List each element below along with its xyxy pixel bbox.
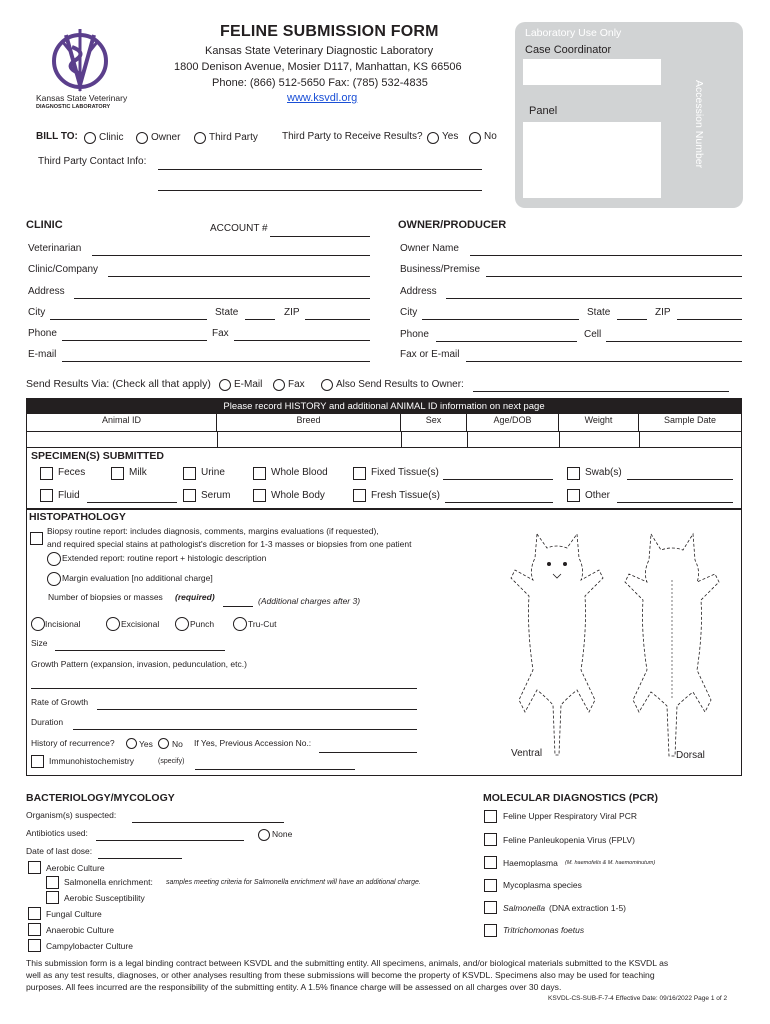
owner-name-label: Owner Name [400, 243, 459, 254]
col-weight: Weight [559, 414, 639, 431]
send-owner-radio[interactable] [321, 379, 333, 391]
urine-checkbox[interactable] [183, 467, 196, 480]
send-owner-label: Also Send Results to Owner: [336, 379, 464, 390]
third-party-no-label: No [484, 131, 497, 142]
bacteriology-header: BACTERIOLOGY/MYCOLOGY [26, 792, 175, 804]
lab-address: 1800 Denison Avenue, Mosier D117, Manhattan, KS 66506 [174, 61, 462, 73]
bill-to-label: BILL TO: [36, 131, 78, 142]
owner-fax-email-field[interactable] [466, 361, 742, 362]
bill-owner-label: Owner [151, 132, 181, 143]
size-field[interactable] [55, 650, 225, 651]
ksvdl-logo [36, 25, 132, 115]
clinic-city-label: City [28, 307, 46, 318]
bill-owner-radio[interactable] [136, 132, 148, 144]
whole-body-label: Whole Body [271, 490, 325, 501]
col-sex: Sex [401, 414, 467, 431]
clinic-address-label: Address [28, 286, 65, 297]
animal-table-banner: Please record HISTORY and additional ANIMAL ID information on next page [27, 399, 741, 414]
histopathology-header: HISTOPATHOLOGY [29, 511, 126, 523]
case-coordinator-label: Case Coordinator [525, 44, 612, 56]
additional-charges-note: (Additional charges after 3) [258, 596, 361, 606]
serum-checkbox[interactable] [183, 489, 196, 502]
salmonella-enrichment-note: samples meeting criteria for Salmonella enrichment will have an additional charge. [166, 879, 421, 886]
fresh-tissue-checkbox[interactable] [353, 489, 366, 502]
swab-checkbox[interactable] [567, 467, 580, 480]
anaerobic-culture-label: Anaerobic Culture [46, 925, 115, 935]
clinic-fax-field[interactable] [234, 340, 370, 341]
col-sample-date: Sample Date [663, 415, 717, 425]
fresh-tissue-field[interactable] [445, 502, 553, 503]
owner-state-label: State [587, 307, 611, 318]
excisional-radio[interactable] [106, 617, 120, 631]
organisms-label: Organism(s) suspected: [26, 810, 117, 820]
ihc-checkbox[interactable] [31, 755, 44, 768]
clinic-address-field[interactable] [74, 298, 370, 299]
col-breed: Breed [217, 414, 401, 431]
clinic-header: CLINIC [26, 219, 63, 231]
owner-cell-field[interactable] [606, 341, 742, 342]
organisms-field[interactable] [132, 822, 284, 823]
salmonella-pcr-checkbox[interactable] [484, 901, 497, 914]
recurrence-no-label: No [172, 739, 183, 749]
haemoplasma-label: Haemoplasma [503, 858, 558, 868]
accession-number-label: Accession Number [693, 80, 705, 169]
clinic-fax-label: Fax [212, 328, 229, 339]
col-animal-id: Animal ID [27, 414, 217, 431]
ihc-specify-label: (specify) [158, 758, 185, 765]
owner-header: OWNER/PRODUCER [398, 219, 507, 231]
third-party-no-radio[interactable] [469, 132, 481, 144]
margin-evaluation-label: Margin evaluation [no additional charge] [62, 573, 213, 583]
milk-checkbox[interactable] [111, 467, 124, 480]
animal-table-row[interactable] [26, 431, 742, 448]
panel-label: Panel [529, 105, 558, 117]
other-label: Other [585, 490, 611, 501]
logo-line2: DIAGNOSTIC LABORATORY [36, 104, 111, 110]
aerobic-culture-checkbox[interactable] [28, 861, 41, 874]
fixed-tissue-label: Fixed Tissue(s) [371, 467, 439, 478]
owner-state-field[interactable] [617, 319, 647, 320]
size-label: Size [31, 638, 48, 648]
margin-evaluation-radio[interactable] [47, 572, 61, 586]
extended-report-radio[interactable] [47, 552, 61, 566]
send-fax-radio[interactable] [273, 379, 285, 391]
mycoplasma-checkbox[interactable] [484, 879, 497, 892]
recurrence-label: History of recurrence? [31, 738, 115, 748]
third-party-contact-label: Third Party Contact Info: [38, 156, 147, 167]
urine-label: Urine [201, 467, 225, 478]
bill-clinic-label: Clinic [99, 132, 124, 143]
website-link[interactable]: www.ksvdl.org [287, 92, 358, 104]
third-party-yes-label: Yes [442, 131, 459, 142]
owner-city-field[interactable] [422, 319, 579, 320]
last-dose-label: Date of last dose: [26, 846, 93, 856]
ventral-label: Ventral [511, 748, 543, 759]
case-coordinator-field[interactable] [523, 59, 661, 85]
specimens-section [26, 447, 742, 509]
mycoplasma-label: Mycoplasma species [503, 880, 582, 890]
third-party-yes-radio[interactable] [427, 132, 439, 144]
recurrence-yes-radio[interactable] [126, 738, 137, 749]
owner-zip-label: ZIP [655, 307, 671, 318]
bill-third-party-label: Third Party [209, 132, 258, 143]
punch-radio[interactable] [175, 617, 189, 631]
growth-pattern-label: Growth Pattern (expansion, invasion, pedunculation, etc.) [31, 659, 247, 669]
whole-blood-checkbox[interactable] [253, 467, 266, 480]
num-biopsies-field[interactable] [223, 606, 253, 607]
feces-checkbox[interactable] [40, 467, 53, 480]
milk-label: Milk [129, 467, 147, 478]
biopsy-routine-checkbox[interactable] [30, 532, 43, 545]
campylobacter-culture-checkbox[interactable] [28, 939, 41, 952]
growth-pattern-field[interactable] [31, 688, 417, 689]
aerobic-susceptibility-checkbox[interactable] [46, 891, 59, 904]
send-fax-label: Fax [288, 379, 305, 390]
histopathology-section [26, 509, 742, 776]
clinic-zip-label: ZIP [284, 307, 300, 318]
extended-report-label: Extended report: routine report + histologic description [62, 553, 267, 563]
footer-form-code: KSVDL-CS-SUB-F-7-4 Effective Date: 09/16/2022 Page 1 of 2 [548, 995, 728, 1002]
haemoplasma-checkbox[interactable] [484, 856, 497, 869]
swab-field[interactable] [627, 479, 733, 480]
caduceus-logo-icon [36, 25, 132, 97]
other-checkbox[interactable] [567, 489, 580, 502]
feces-label: Feces [58, 467, 86, 478]
owner-address-label: Address [400, 286, 437, 297]
lab-use-title: Laboratory Use Only [525, 27, 622, 39]
owner-zip-field[interactable] [677, 319, 742, 320]
rate-of-growth-field[interactable] [97, 709, 417, 710]
salmonella-enrichment-label: Salmonella enrichment: [64, 877, 153, 887]
fixed-tissue-field[interactable] [443, 479, 553, 480]
aerobic-susceptibility-label: Aerobic Susceptibility [64, 893, 145, 903]
recurrence-yes-label: Yes [139, 739, 153, 749]
third-party-contact-field-2[interactable] [158, 190, 482, 191]
tru-cut-label: Tru-Cut [248, 619, 277, 629]
clinic-company-field[interactable] [108, 276, 370, 277]
lab-phone: Phone: (866) 512-5650 Fax: (785) 532-4835 [212, 77, 428, 89]
prev-accession-field[interactable] [319, 752, 417, 753]
fungal-culture-checkbox[interactable] [28, 907, 41, 920]
specimens-header: SPECIMEN(S) SUBMITTED [31, 450, 165, 462]
bill-clinic-radio[interactable] [84, 132, 96, 144]
owner-fax-email-label: Fax or E-mail [400, 349, 460, 360]
incisional-label: Incisional [45, 619, 81, 629]
bill-third-party-radio[interactable] [194, 132, 206, 144]
num-biopsies-label: Number of biopsies or masses [48, 592, 163, 602]
duration-field[interactable] [73, 729, 417, 730]
send-owner-field[interactable] [473, 391, 729, 392]
biopsy-routine-line1: Biopsy routine report: includes diagnosis, comments, margins evaluations (if requested), [47, 526, 379, 536]
ihc-label: Immunohistochemistry [49, 756, 135, 766]
clinic-phone-field[interactable] [62, 340, 207, 341]
owner-phone-field[interactable] [436, 341, 577, 342]
fluid-label: Fluid [58, 490, 80, 501]
fluid-field[interactable] [87, 502, 177, 503]
animal-table-header [26, 398, 742, 432]
clinic-phone-label: Phone [28, 328, 57, 339]
account-label: ACCOUNT # [210, 223, 268, 234]
clinic-city-field[interactable] [50, 319, 207, 320]
account-field[interactable] [270, 236, 370, 237]
tritrichomonas-label: Tritrichomonas foetus [503, 925, 585, 935]
antibiotics-label: Antibiotics used: [26, 828, 88, 838]
lab-use-box [515, 22, 743, 208]
antibiotics-none-label: None [272, 829, 293, 839]
whole-body-checkbox[interactable] [253, 489, 266, 502]
tritrichomonas-checkbox[interactable] [484, 924, 497, 937]
salmonella-pcr-note: (DNA extraction 1-5) [549, 903, 626, 913]
lab-name: Kansas State Veterinary Diagnostic Laboratory [205, 45, 434, 57]
pcr-header: MOLECULAR DIAGNOSTICS (PCR) [483, 792, 658, 804]
fresh-tissue-label: Fresh Tissue(s) [371, 490, 440, 501]
veterinarian-label: Veterinarian [28, 243, 82, 254]
urv-pcr-label: Feline Upper Respiratory Viral PCR [503, 811, 638, 821]
salmonella-enrichment-checkbox[interactable] [46, 876, 59, 889]
clinic-email-label: E-mail [28, 349, 57, 360]
required-label: (required) [175, 592, 215, 602]
owner-address-field[interactable] [446, 298, 742, 299]
swab-label: Swab(s) [585, 467, 622, 478]
serum-label: Serum [201, 490, 231, 501]
fplv-checkbox[interactable] [484, 833, 497, 846]
aerobic-culture-label: Aerobic Culture [46, 863, 105, 873]
prev-accession-label: If Yes, Previous Accession No.: [194, 738, 312, 748]
owner-city-label: City [400, 307, 418, 318]
veterinarian-field[interactable] [92, 255, 370, 256]
rate-of-growth-label: Rate of Growth [31, 697, 89, 707]
last-dose-field[interactable] [98, 858, 182, 859]
business-label: Business/Premise [400, 264, 481, 275]
antibiotics-none-radio[interactable] [258, 829, 270, 841]
send-email-label: E-Mail [234, 379, 263, 390]
fplv-label: Feline Panleukopenia Virus (FPLV) [503, 835, 635, 845]
incisional-radio[interactable] [31, 617, 45, 631]
send-results-label: Send Results Via: (Check all that apply) [26, 378, 211, 390]
third-party-contact-field-1[interactable] [158, 169, 482, 170]
owner-cell-label: Cell [584, 329, 602, 340]
footer-line2: well as any test results, diagnoses, or other analyses resulting from these submissions will become the property of KSVDL. Specimens also may be used for teaching [26, 970, 655, 980]
fixed-tissue-checkbox[interactable] [353, 467, 366, 480]
campylobacter-culture-label: Campylobacter Culture [46, 941, 133, 951]
dorsal-label: Dorsal [676, 750, 705, 761]
ihc-specify-field[interactable] [195, 769, 355, 770]
footer-line1: This submission form is a legal binding contract between KSVDL and the submitting entity. All specimens, animals, and/or biological materials submitted to the KSVDL as [26, 958, 669, 968]
clinic-company-label: Clinic/Company [28, 264, 99, 275]
owner-phone-label: Phone [400, 329, 429, 340]
punch-label: Punch [190, 619, 215, 629]
duration-label: Duration [31, 717, 64, 727]
col-age: Age/DOB [467, 414, 559, 431]
third-party-results-question: Third Party to Receive Results? [282, 131, 423, 142]
haemoplasma-note: (M. haemofelis & M. haemominutum) [565, 860, 656, 866]
other-field[interactable] [617, 502, 733, 503]
urv-pcr-checkbox[interactable] [484, 810, 497, 823]
clinic-state-label: State [215, 307, 239, 318]
owner-name-field[interactable] [470, 255, 742, 256]
logo-line1: Kansas State Veterinary [36, 93, 128, 103]
business-field[interactable] [486, 276, 742, 277]
panel-field[interactable] [523, 122, 661, 198]
recurrence-no-radio[interactable] [158, 738, 169, 749]
form-title: FELINE SUBMISSION FORM [220, 23, 439, 40]
fluid-checkbox[interactable] [40, 489, 53, 502]
biopsy-routine-line2: and required special stains at pathologist's discretion for 1-3 masses or biopsies from one patient [47, 539, 412, 549]
clinic-email-field[interactable] [62, 361, 370, 362]
excisional-label: Excisional [121, 619, 160, 629]
footer-line3: purposes. All fees incurred are the responsibility of the submitting entity. A 1.5% finance charge will be assessed on all charges over 30 days. [26, 982, 562, 992]
fungal-culture-label: Fungal Culture [46, 909, 102, 919]
clinic-zip-field[interactable] [305, 319, 370, 320]
antibiotics-field[interactable] [96, 840, 244, 841]
send-email-radio[interactable] [219, 379, 231, 391]
dorsal-cat-diagram-icon [617, 520, 727, 765]
anaerobic-culture-checkbox[interactable] [28, 923, 41, 936]
whole-blood-label: Whole Blood [271, 467, 328, 478]
salmonella-pcr-label: Salmonella [503, 903, 546, 913]
ventral-cat-diagram-icon [507, 520, 607, 765]
clinic-state-field[interactable] [245, 319, 275, 320]
tru-cut-radio[interactable] [233, 617, 247, 631]
